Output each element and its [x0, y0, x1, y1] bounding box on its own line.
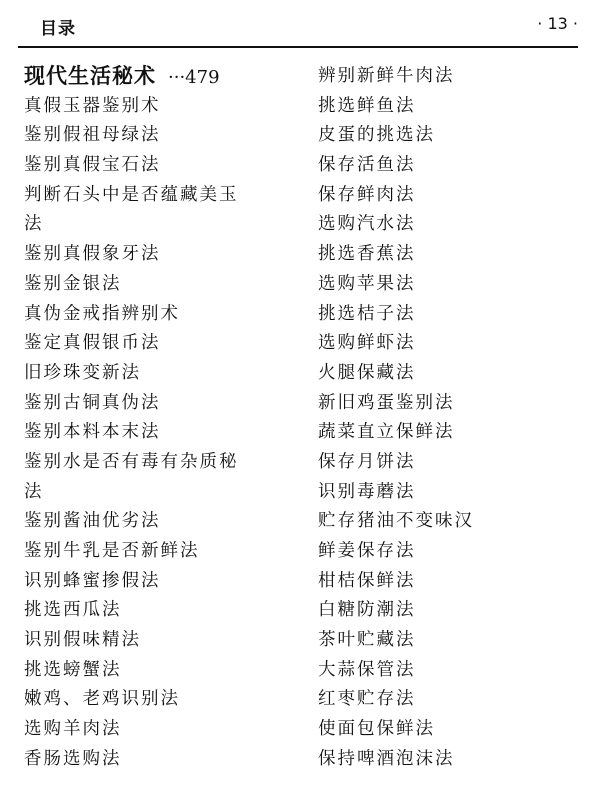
toc-entry: 茶叶贮藏法	[318, 630, 416, 651]
toc-entry: 鉴别真假宝石法	[24, 155, 161, 176]
toc-entry: 识别假味精法	[24, 630, 141, 651]
toc-entry: 真假玉器鉴别术	[24, 95, 161, 116]
toc-entry: 鉴别酱油优劣法	[24, 511, 161, 532]
toc-entry: 选购苹果法	[318, 273, 416, 294]
toc-entry: 鉴别古铜真伪法	[24, 392, 161, 413]
toc-entry: 鉴别真假象牙法	[24, 244, 161, 265]
toc-left-list	[24, 92, 304, 775]
toc-entry: 选购鲜虾法	[318, 333, 416, 354]
toc-entry: 贮存猪油不变味汉	[318, 511, 474, 532]
toc-entry: 旧珍珠变新法	[24, 362, 141, 383]
toc-entry: 判断石头中是否蕴藏美玉	[24, 184, 239, 205]
toc-entry: 识别毒蘑法	[318, 481, 416, 502]
page-header	[18, 8, 578, 42]
toc-entry: 新旧鸡蛋鉴别法	[318, 392, 455, 413]
toc-entry: 香肠选购法	[24, 748, 122, 769]
toc-entry: 挑选鲜鱼法	[318, 95, 416, 116]
toc-entry: 鉴别金银法	[24, 273, 122, 294]
toc-entry: 皮蛋的挑选法	[318, 125, 435, 146]
toc-entry: 蔬菜直立保鲜法	[318, 422, 455, 443]
toc-entry: 鉴别牛乳是否新鲜法	[24, 541, 200, 561]
section-heading	[24, 62, 304, 92]
toc-entry: 嫩鸡、老鸡识别法	[24, 689, 180, 710]
toc-entry: 鉴定真假银币法	[24, 333, 161, 354]
toc-entry: 法	[24, 214, 44, 235]
toc-right-list	[318, 62, 588, 775]
toc-entry: 鉴别本料本末法	[24, 422, 161, 443]
section-page-ref: ···479	[168, 67, 220, 88]
toc-entry: 法	[24, 481, 44, 502]
toc-entry: 辨别新鲜牛肉法	[318, 66, 455, 86]
toc-entry: 保存活鱼法	[318, 155, 416, 176]
toc-entry: 选购汽水法	[318, 214, 416, 235]
toc-entry: 鉴别水是否有毒有杂质秘	[24, 451, 239, 472]
section-title: 现代生活秘术	[24, 64, 156, 88]
toc-entry: 保存月饼法	[318, 451, 416, 472]
toc-entry: 真伪金戒指辨别术	[24, 303, 180, 324]
toc-right-column	[318, 62, 588, 775]
toc-left-column	[24, 62, 304, 775]
toc-entry: 挑选螃蟹法	[24, 659, 122, 680]
toc-entry: 白糖防潮法	[318, 600, 416, 621]
toc-entry: 柑桔保鲜法	[318, 570, 416, 591]
toc-entry: 挑选香蕉法	[318, 244, 416, 265]
toc-entry: 识别蜂蜜掺假法	[24, 570, 161, 591]
toc-entry: 使面包保鲜法	[318, 719, 435, 740]
toc-entry: 火腿保藏法	[318, 362, 416, 383]
toc-entry: 挑选西瓜法	[24, 600, 122, 621]
toc-entry: 保存鲜肉法	[318, 184, 416, 205]
toc-entry: 选购羊肉法	[24, 719, 122, 740]
toc-entry: 保持啤酒泡沫法	[318, 748, 455, 769]
header-rule	[18, 46, 578, 48]
page-number: · 13 ·	[537, 14, 578, 33]
toc-entry: 红枣贮存法	[318, 689, 416, 710]
toc-entry: 鉴别假祖母绿法	[24, 125, 161, 146]
header-title: 目录	[40, 19, 76, 39]
toc-entry: 大蒜保管法	[318, 659, 416, 680]
toc-entry: 挑选桔子法	[318, 303, 416, 324]
toc-entry: 鲜姜保存法	[318, 541, 416, 561]
